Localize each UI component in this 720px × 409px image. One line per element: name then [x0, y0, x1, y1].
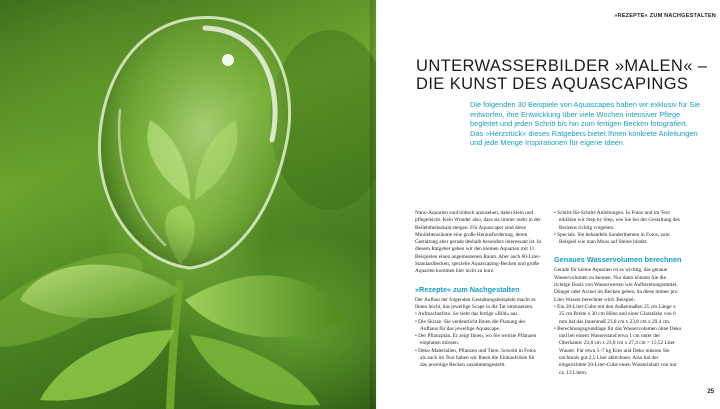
right-paragraph: Gerade für kleine Aquarien ist es wichtig, das genaue Wasservolumen zu kennen. Nur dann können Sie die richtige Dosis von Wasserwerten wie Aufbereitungsmittel, Dünger oder Arznei im Becken geben, da diese immer pro Liter Wasser berechnet wird. Beispiel: [554, 267, 678, 303]
list-item: • Specials. Sie behandeln Sonderthemen in Fotos, zum Beispiel wie man Moos auf Steine bindet. [554, 231, 670, 246]
right-bullet-list [554, 304, 682, 377]
right-subhead: Genaues Wasservolumen berechnen [554, 255, 682, 265]
list-item: • Deko-Materialien, Pflanzen und Tiere. Sowohl in Fotos als auch im Text haben wir Ihnen die Einkaufsliste für das jeweilige Becken zusammengestellt. [415, 347, 536, 369]
list-item: • Berechnungsgrundlage für das Wasservolumen ohne Deko und bei einem Wasserstand etwa 1 cm unter der Oberkante: 23,8 cm x 23,8 cm x 27,4 cm = 15,52 Liter Wasser. Für etwa 5–7 kg Kies und Deko müssen Sie nochmals gut 2,5 Liter abrechnen. Also hat der eingerichtete 20-Liter-Cube einen Wasserinhalt von nur ca. 13 Litern. [554, 325, 682, 376]
intro-paragraph: Die folgenden 30 Beispiele von Aquascapes haben wir exklusiv für Sie entworfen, ihre Entwicklung über viele Wochen intensiver Pflege begleitet und jeden Schritt bis hin zum fertigen Becken fotografiert. Das »Herzstück« dieses Ratgebers bietet Ihnen konkrete Anleitungen und jede Menge Inspirationen für eigene Ideen. [470, 100, 701, 148]
right-bullet-list-top [554, 210, 682, 246]
chapter-title-line-2: DIE KUNST DES AQUASCAPINGS [416, 75, 689, 93]
chapter-title [416, 57, 716, 93]
list-item: • Die Skizze. Sie verdeutlicht Ihnen die Planung des Aufbaus für das jeweilige Aquascape. [415, 318, 526, 332]
left-paragraph: Nano-Aquarien sind hübsch anzusehen, dabei klein und pflegeleicht. Kein Wunder also, dass sie immer mehr in der Beliebtheitsskala steigen. Für Aquascaper sind diese Minilebensräume eine große Herausforderung, deren Gestaltung aber gerade deshalb besonders interessant ist. In diesem Ratgeber geben wir den kleinen Aquarien mit 11 Beispielen einen angemessenen Raum. Aber auch 60-Liter-Standardbecken, spezielle Aquascaping-Becken und große Aquarien kommen hier nicht zu kurz. [415, 210, 542, 275]
list-item: • Aufmacherfoto. So sieht das fertige »Bild« aus. [415, 311, 519, 318]
left-paragraph-2: Der Aufbau der folgenden Gestaltungsbeispiele macht es Ihnen leicht, das jeweilige Scape in die Tat umzusetzen. [415, 296, 536, 310]
list-item: • Schritt-für-Schritt-Anleitungen. In Fotos und im Text erklären wir Step by Step, wie Sie bei der Gestaltung des Beckens richtig vorgehen. [554, 210, 680, 231]
page-gutter-shadow [370, 0, 384, 409]
running-head: »REZEPTE« ZUM NACHGESTALTEN [614, 13, 716, 19]
page-number: 25 [707, 389, 714, 395]
list-item: • Ein 20-Liter-Cube mit den Außenmaßen 25 cm Länge x 25 cm Breite x 30 cm Höhe und einer Glasstärke von 6 mm hat das Innenmaß 23,8 cm x 23,8 cm x 29,4 cm. [554, 303, 676, 325]
left-bullet-list [415, 311, 543, 369]
chapter-title-line-1: UNTERWASSERBILDER »MALEN« – [416, 57, 708, 75]
list-item: • Der Pflanzplan. Er zeigt Ihnen, wo Sie welche Pflanzen einplanen müssen. [415, 333, 537, 347]
right-text-column [554, 210, 682, 377]
left-subhead: »Rezepte« zum Nachgestalten [415, 284, 520, 294]
text-page [384, 0, 720, 409]
left-text-column [415, 210, 543, 370]
